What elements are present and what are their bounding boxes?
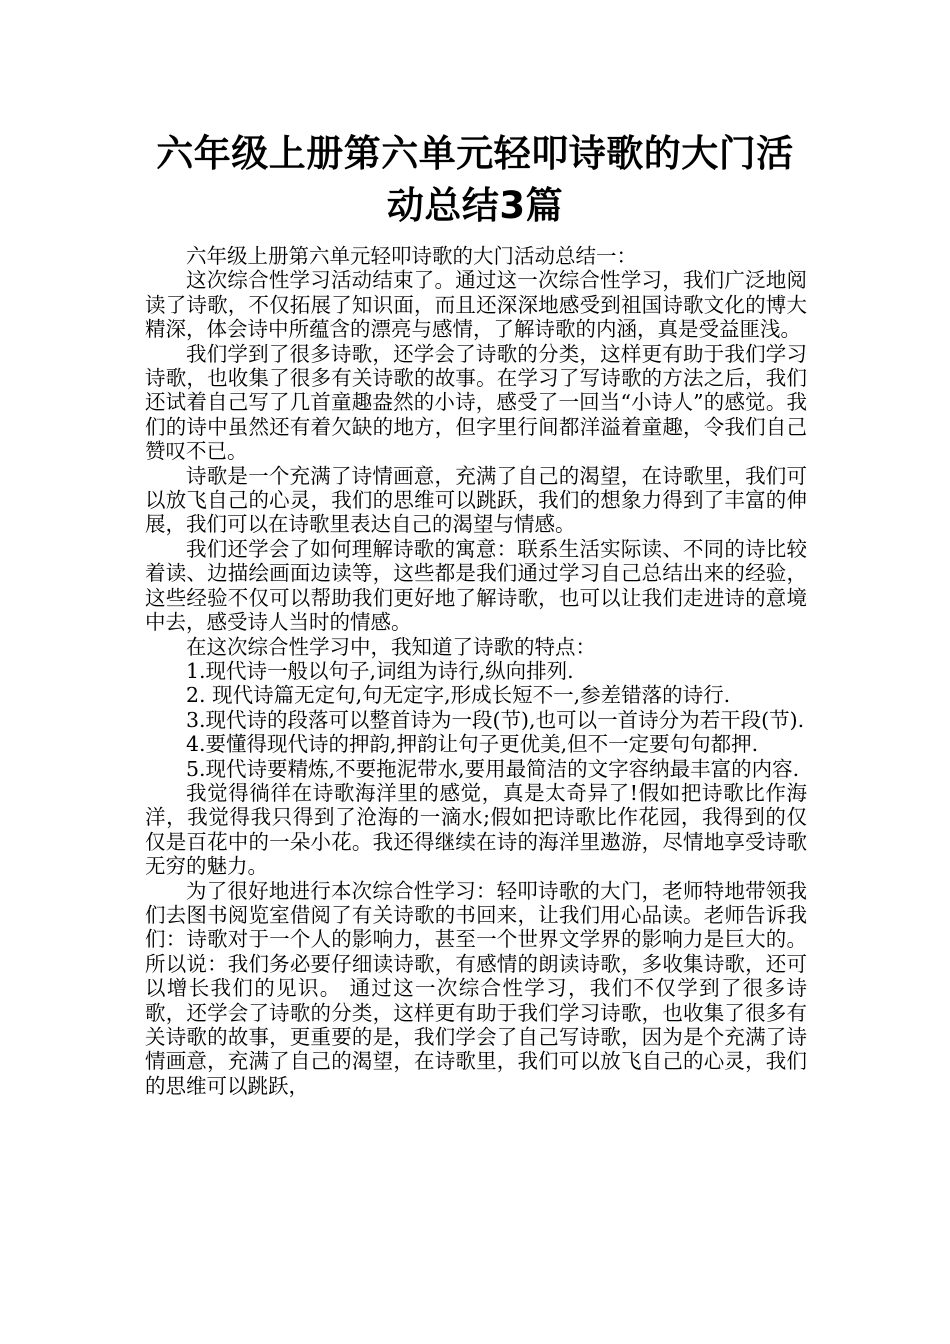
paragraph: 我们学到了很多诗歌，还学会了诗歌的分类，这样更有助于我们学习诗歌，也收集了很多有关诗歌的故事。在学习了写诗歌的方法之后，我们还试着自己写了几首童趣盎然的小诗，感受了一回当“小诗人”的感觉。我们的诗中虽然还有着欠缺的地方，但字里行间都洋溢着童趣，令我们自己赞叹不已。 (145, 341, 807, 464)
list-item: 3.现代诗的段落可以整首诗为一段(节),也可以一首诗分为若干段(节). (186, 707, 805, 732)
paragraph: 在这次综合性学习中，我知道了诗歌的特点： (186, 634, 596, 659)
paragraph-intro: 六年级上册第六单元轻叩诗歌的大门活动总结一： (186, 244, 637, 268)
list-item: 5.现代诗要精炼,不要拖泥带水,要用最简洁的文字容纳最丰富的内容. (186, 756, 800, 781)
title-line-2: 动总结3篇 (386, 184, 564, 227)
paragraph: 我觉得徜徉在诗歌海洋里的感觉，真是太奇异了!假如把诗歌比作海洋，我觉得我只得到了沧海的一滴水;假如把诗歌比作花园，我得到的仅仅是百花中的一朵小花。我还得继续在诗的海洋里遨游，尽情地享受诗歌无穷的魅力。 (145, 780, 807, 879)
list-item: 2. 现代诗篇无定句,句无定字,形成长短不一,参差错落的诗行. (186, 683, 731, 708)
document-title (130, 128, 820, 232)
list-item: 1.现代诗一般以句子,词组为诗行,纵向排列. (186, 658, 574, 683)
paragraph: 这次综合性学习活动结束了。通过这一次综合性学习，我们广泛地阅读了诗歌，不仅拓展了知识面，而且还深深地感受到祖国诗歌文化的博大精深，体会诗中所蕴含的漂亮与感情，了解诗歌的内涵，真是受益匪浅。 (145, 268, 807, 342)
paragraph: 诗歌是一个充满了诗情画意，充满了自己的渴望，在诗歌里，我们可以放飞自己的心灵，我们的思维可以跳跃，我们的想象力得到了丰富的伸展，我们可以在诗歌里表达自己的渴望与情感。 (145, 463, 807, 537)
list-item: 4.要懂得现代诗的押韵,押韵让句子更优美,但不一定要句句都押. (186, 732, 759, 757)
paragraph: 为了很好地进行本次综合性学习：轻叩诗歌的大门，老师特地带领我们去图书阅览室借阅了有关诗歌的书回来，让我们用心品读。老师告诉我们：诗歌对于一个人的影响力，甚至一个世界文学界的影响力是巨大的。所以说：我们务必要仔细读诗歌，有感情的朗读诗歌，多收集诗歌，还可以增长我们的见识。 通过这一次综合性学习，我们不仅学到了很多诗歌，还学会了诗歌的分类，这样更有助于我们学习诗歌，也收集了很多有关诗歌的故事，更重要的是，我们学会了自己写诗歌，因为是个充满了诗情画意，充满了自己的渴望，在诗歌里，我们可以放飞自己的心灵，我们的思维可以跳跃， (145, 878, 807, 1098)
document-body (145, 244, 807, 1098)
title-line-1: 六年级上册第六单元轻叩诗歌的大门活 (156, 132, 794, 175)
paragraph: 我们还学会了如何理解诗歌的寓意：联系生活实际读、不同的诗比较着读、边描绘画面边读等，这些都是我们通过学习自己总结出来的经验，这些经验不仅可以帮助我们更好地了解诗歌，也可以让我们走进诗的意境中去，感受诗人当时的情感。 (145, 536, 807, 635)
